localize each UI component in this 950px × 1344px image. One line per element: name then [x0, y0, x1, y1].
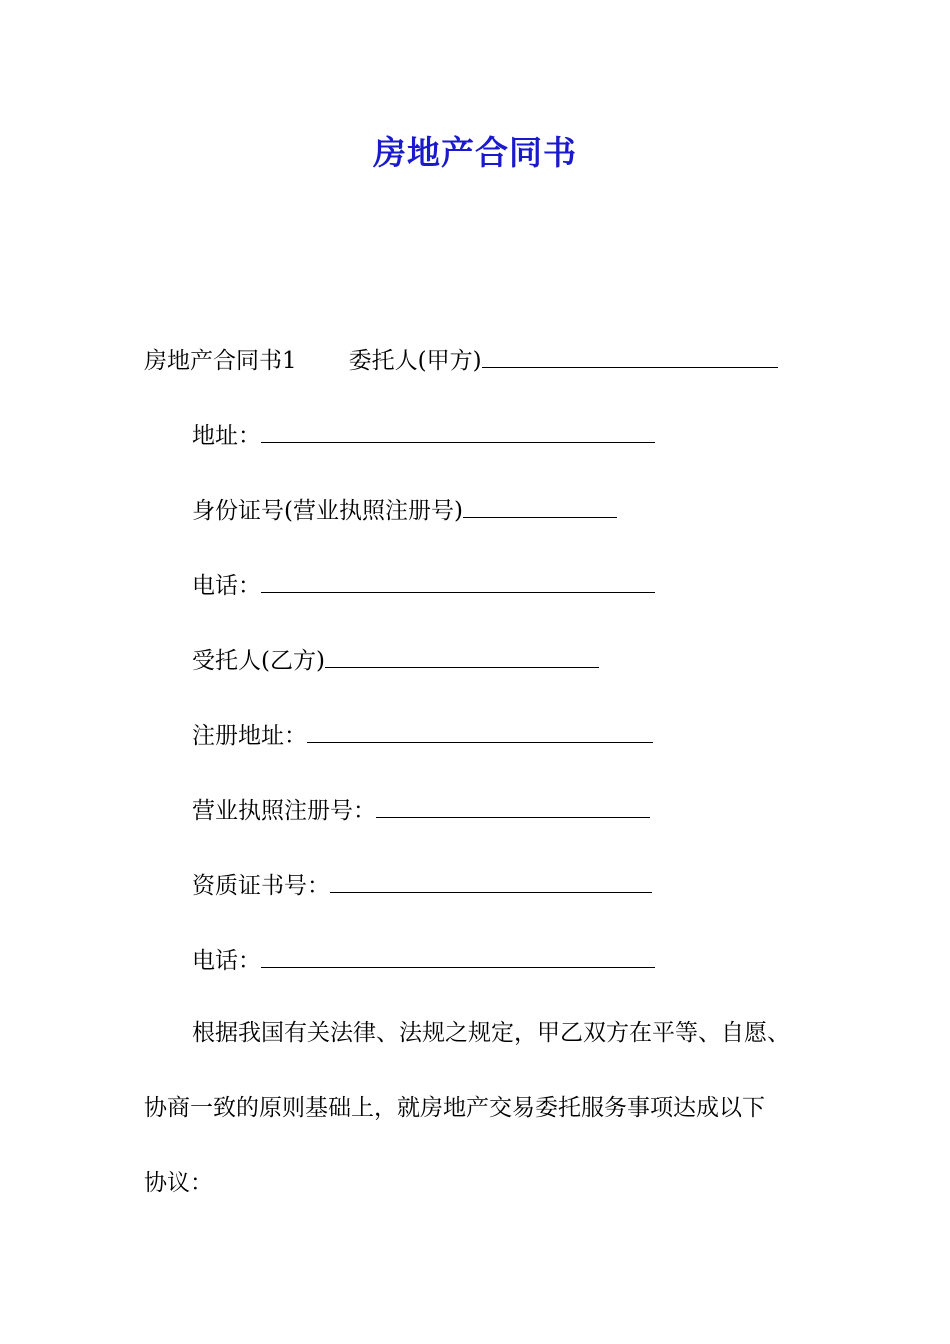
reg-address-label: 注册地址：: [192, 723, 307, 749]
principal-label: 委托人(甲方): [348, 348, 482, 374]
document-title: 房地产合同书: [373, 133, 577, 172]
cert-label: 资质证书号：: [192, 873, 330, 899]
body-line-2: 协商一致的原则基础上，就房地产交易委托服务事项达成以下: [144, 1095, 765, 1121]
license-line: [192, 791, 650, 829]
agent-phone-blank[interactable]: [261, 941, 655, 968]
phone-line: [192, 566, 655, 604]
agent-phone-label: 电话：: [192, 948, 261, 974]
principal-blank[interactable]: [482, 341, 778, 368]
intro-principal-line: [144, 341, 778, 379]
agent-phone-line: [192, 941, 655, 979]
agent-blank[interactable]: [325, 641, 599, 668]
agent-line: [192, 641, 599, 679]
cert-blank[interactable]: [330, 866, 652, 893]
address-label: 地址：: [192, 423, 261, 449]
id-blank[interactable]: [463, 491, 617, 518]
license-label: 营业执照注册号：: [192, 798, 376, 824]
phone-blank[interactable]: [261, 566, 655, 593]
reg-address-blank[interactable]: [307, 716, 653, 743]
reg-address-line: [192, 716, 653, 754]
address-blank[interactable]: [261, 416, 655, 443]
id-label: 身份证号(营业执照注册号): [192, 498, 463, 524]
id-line: [192, 491, 617, 529]
phone-label: 电话：: [192, 573, 261, 599]
address-line: [192, 416, 655, 454]
body-line-1: 根据我国有关法律、法规之规定，甲乙双方在平等、自愿、: [192, 1020, 790, 1046]
intro-label: 房地产合同书1: [144, 348, 297, 374]
cert-line: [192, 866, 652, 904]
license-blank[interactable]: [376, 791, 650, 818]
agent-label: 受托人(乙方): [192, 648, 325, 674]
body-line-3: 协议：: [144, 1170, 213, 1196]
